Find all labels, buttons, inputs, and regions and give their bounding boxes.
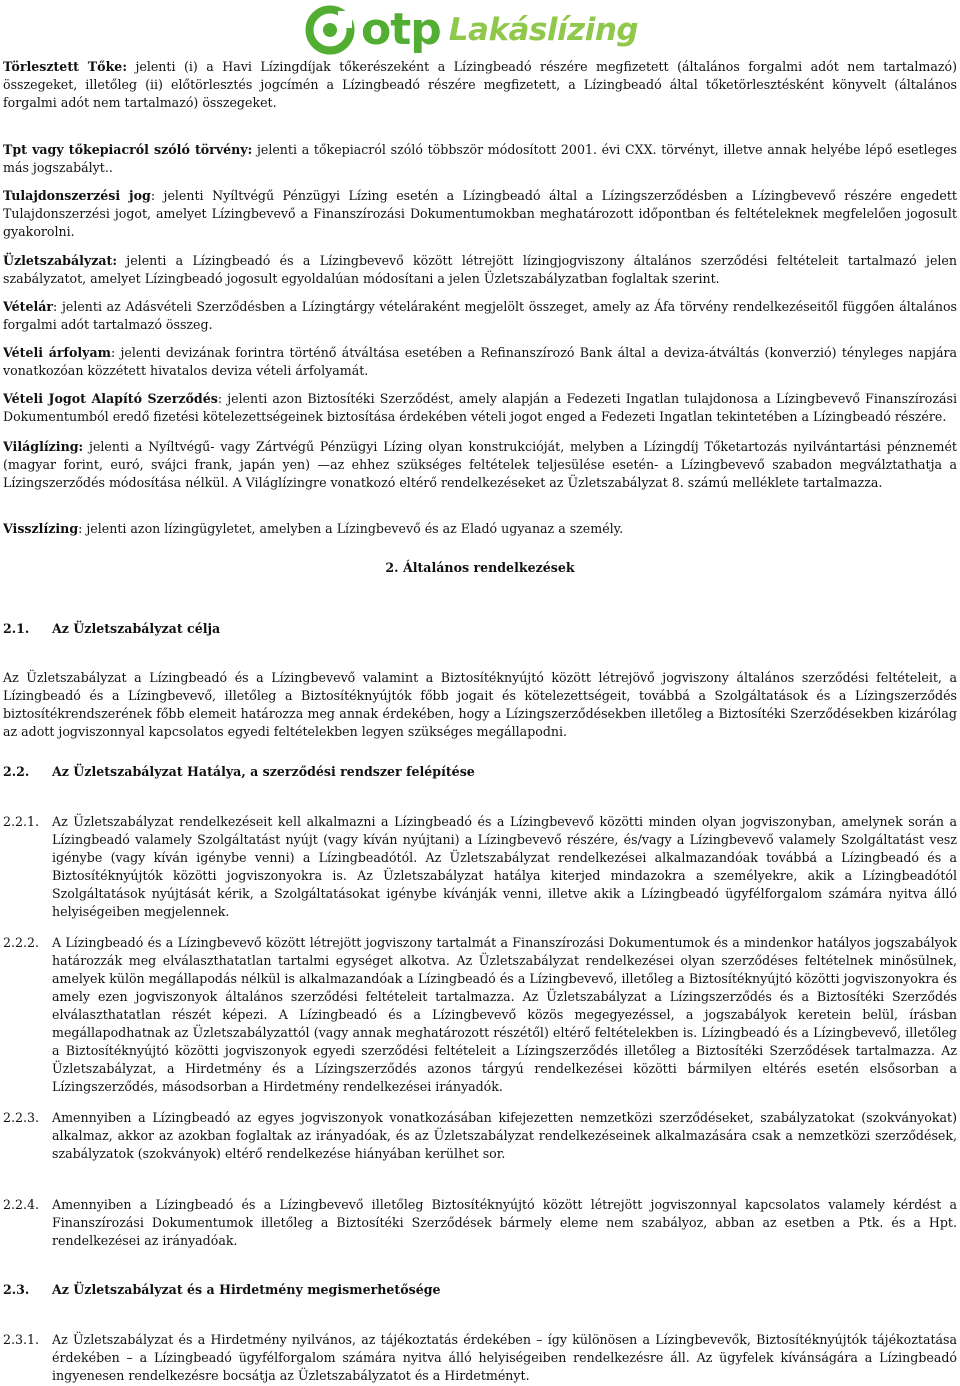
definition-text: jelenti a Nyíltvégű- vagy Zártvégű Pénzügyi Lízing olyan konstrukcióját, melyben a Lízingdíj Tőketartozás nyilvántartási pénznemét (magyar forint, euró, svájci frank, japán yen) —az ehhez szükséges feltételek teljesülése esetén- a Lízingbevevő szabadon megválztathatja a Lízingszerződés módosítása nélkül. A Világlízingre vonatkozó eltérő rendelkezéseket az Üzletszabályzat 8. számú melléklete tartalmazza.	[3, 439, 957, 490]
subsection-text: Amennyiben a Lízingbeadó és a Lízingbevevő illetőleg Biztosítéknyújtó között létrejött jogviszonnyal kapcsolatos valamely kérdést a Finanszírozási Dokumentumok illetőleg a Biztosítéki Szerződések bármely eleme nem szabályoz, abban az esetben a Ptk. és a Hpt. rendelkezései az irányadóak.	[52, 1197, 957, 1248]
definition-term: Világlízing:	[3, 439, 84, 454]
otp-lakaslizing-logo	[305, 0, 665, 60]
definition-term: Visszlízing	[3, 521, 79, 536]
definition-text: jelenti a Lízingbeadó és a Lízingbevevő között létrejött lízingjogviszony általános szerződési feltételeit tartalmazó jelen szabályzatot, amelyet Lízingbeadó jogosult egyoldalúan módosítani a jelen Üzletszabályzatban foglaltak szerint.	[3, 253, 957, 286]
section-heading-2-3	[3, 1281, 957, 1299]
section-title: Az Üzletszabályzat Hatálya, a szerződési rendszer felépítése	[52, 764, 475, 779]
definition-text: jelenti a tőkepiacról szóló többször módosított 2001. évi CXX. törvényt, illetve annak helyébe lépő esetleges más jogszabályt..	[3, 142, 957, 175]
subsection-text: Az Üzletszabályzat rendelkezéseit kell alkalmazni a Lízingbeadó és a Lízingbevevő közötti minden olyan jogviszonyban, amelynek során a Lízingbeadó valamely Szolgáltatást nyújt (vagy kíván nyújtani) a Lízingbevevő részére, és/vagy a Lízingbevevő valamely Szolgáltatást vesz igénybe (vagy kíván igénybe venni) a Lízingbeadótól. Az Üzletszabályzat rendelkezései alkalmazandóak továbbá a Lízingbeadó és a Biztosítéknyújtók közötti jogviszonyokra is. Az Üzletszabályzat hatálya kiterjed mindazokra a személyekre, akik a Lízingbeadótól Szolgáltatások nyújtását kérik, a Szolgáltatásokat igénybe kívánják venni, illetve akik a Lízingbeadó ügyfélforgalom számára nyitva álló helyiségeiben megjelennek.	[52, 814, 957, 919]
definition-term: Vételi árfolyam	[3, 345, 111, 360]
definition-text: : jelenti az Adásvételi Szerződésben a Lízingtárgy vételáraként megjelölt összeget, amely az Áfa törvény rendelkezéseitől függően általános forgalmi adót tartalmazó összeg.	[3, 299, 957, 332]
subsection-text: A Lízingbeadó és a Lízingbevevő között létrejött jogviszony tartalmát a Finanszírozási Dokumentumok és a mindenkor hatályos jogszabályok határozzák meg elválaszthatatlan tartalmi egységet alkotva. Az Üzletszabályzat rendelkezései olyan szerződéses feltételnek minősülnek, amelyek külön megállapodás nélkül is alkalmazandóak a Lízingbeadó és a Lízingbevevő, illetőleg a Biztosítéknyújtó közötti jogviszonyokra és amely ezen jogviszonyok általános szerződési feltételeit tartalmazza. Az Üzletszabályzat a Lízingszerződés és a Biztosítéki Szerződés elválaszthatatlan részét képezi. A Lízingbeadó és a Lízingbevevő közös megegyezéssel, a jogszabályok keretein belül, írásban megállapodhatnak az Üzletszabályzattól (vagy annak meghatározott részétől) eltérő feltételekben is. Lízingbeadó és a Lízingbevevő, illetőleg a Biztosítéknyújtó közötti jogviszonyok egyedi szerződési feltételeit a Lízingszerződés illetőleg a Biztosítéki Szerződések tartalmazza. Az Üzletszabályzat, a Hirdetmény és a Lízingszerződés azonos tárgyú rendelkezései közötti bármilyen eltérés esetén elsősorban a Lízingszerződés, másodsorban a Hirdetmény rendelkezései irányadók.	[52, 935, 957, 1094]
definition-veteli-arfolyam	[3, 344, 957, 380]
section-title: Az Üzletszabályzat és a Hirdetmény megismerhetősége	[52, 1282, 441, 1297]
definition-text: jelenti (i) a Havi Lízingdíjak tőkerészeként a Lízingbeadó részére megfizetett (általános forgalmi adót nem tartalmazó) összegeket, illetőleg (ii) előtörlesztés jogcímén a Lízingbeadó részére megfizetett, a Lízingbeadó által tőketörlesztésként könyvelt (általános forgalmi adót nem tartalmazó) összegeket.	[3, 59, 957, 110]
logo-product: Lakáslízing	[448, 11, 639, 48]
subsection-2-3-1	[3, 1331, 957, 1385]
definition-veteli-jogot-alapito-szerzodes	[3, 390, 957, 426]
subsection-2-2-1	[3, 813, 957, 921]
definition-uzletszabalyzat	[3, 252, 957, 288]
definition-term: Tpt vagy tőkepiacról szóló törvény:	[3, 142, 253, 157]
definition-term: Törlesztett Tőke:	[3, 59, 127, 74]
chapter-heading: 2. Általános rendelkezések	[385, 560, 575, 575]
paragraph-2-1: Az Üzletszabályzat a Lízingbeadó és a Lízingbevevő valamint a Biztosítéknyújtó között létrejövő jogviszony általános szerződési feltételeit, a Lízingbeadó és a Lízingbevevő, illetőleg a Biztosítéknyújtók főbb jogait és kötelezettségeit, továbbá a Szolgáltatások és a Lízingszerződés biztosítékrendszerének főbb elemeit határozza meg annak érdekében, hogy a Lízingszerződésekben illetőleg a Biztosítéki Szerződésekben kizárólag az adott jogviszonnyal kapcsolatos egyedi feltételekben legyen szükséges megállapodni.	[3, 670, 957, 739]
subsection-number: 2.2.3.	[3, 1110, 40, 1125]
section-heading-2-2	[3, 763, 957, 781]
definition-visszlizing	[3, 520, 957, 538]
definition-text: : jelenti devizának forintra történő átváltása esetében a Refinanszírozó Bank által a deviza-átváltás (konverzió) tényleges napjára vonatkozóan közzétett hivatalos deviza vételi árfolyamát.	[3, 345, 957, 378]
section-title: Az Üzletszabályzat célja	[52, 621, 221, 636]
definition-tortlesztett-toke	[3, 58, 957, 112]
definition-tulajdonszerzesi-jog	[3, 187, 957, 241]
otp-emblem-icon	[305, 5, 355, 55]
definition-vilaglizing	[3, 438, 957, 492]
definition-text: : jelenti azon Biztosítéki Szerződést, amely alapján a Fedezeti Ingatlan tulajdonosa a Lízingbevevő Finanszírozási Dokumentumból eredő fizetési kötelezettségeinek biztosítása érdekében vételi jogot enged a Fedezeti Ingatlan tekintetében a Lízingbeadó részére.	[3, 391, 957, 424]
section-heading-2-1	[3, 620, 957, 638]
subsection-number: 2.2.1.	[3, 814, 40, 829]
definition-term: Vételi Jogot Alapító Szerződés	[3, 391, 218, 406]
subsection-2-2-3	[3, 1109, 957, 1163]
subsection-number: 2.2.2.	[3, 935, 40, 950]
section-number: 2.1.	[3, 621, 30, 636]
subsection-number: 2.3.1.	[3, 1332, 40, 1347]
subsection-text: Az Üzletszabályzat és a Hirdetmény nyilvános, az tájékoztatás érdekében – így különösen a Lízingbevevők, Biztosítéknyújtók tájékoztatása érdekében – a Lízingbeadó ügyfélforgalom számára nyitva álló helyiségeiben rendelkezésre áll. Az ügyfelek kívánságára a Lízingbeadó ingyenesen rendelkezésre bocsátja az Üzletszabályzatot és a Hirdetményt.	[52, 1332, 957, 1383]
definition-text: : jelenti azon lízingügyletet, amelyben a Lízingbevevő és az Eladó ugyanaz a személy.	[78, 521, 624, 536]
definition-tpt	[3, 141, 957, 177]
definition-term: Tulajdonszerzési jog	[3, 188, 151, 203]
logo-brand: otp	[361, 4, 441, 55]
section-number: 2.3.	[3, 1282, 30, 1297]
subsection-text: Amennyiben a Lízingbeadó az egyes jogviszonyok vonatkozásában kifejezetten nemzetközi szerződéseket, szabályzatokat (szokványokat) alkalmaz, akkor az azokban foglaltak az irányadóak, és az Üzletszabályzat rendelkezéseinek alkalmazására csak a nemzetközi szerződések, szabályzatok (szokványok) eltérő rendelkezése hiányában kerülhet sor.	[52, 1110, 957, 1161]
subsection-2-2-2	[3, 934, 957, 1096]
section-number: 2.2.	[3, 764, 30, 779]
definition-vetelar	[3, 298, 957, 334]
definition-term: Üzletszabályzat:	[3, 253, 117, 268]
subsection-number: 2.2.4.	[3, 1197, 40, 1212]
subsection-2-2-4	[3, 1196, 957, 1250]
definition-term: Vételár	[3, 299, 54, 314]
definition-text: : jelenti Nyíltvégű Pénzügyi Lízing esetén a Lízingbeadó által a Lízingszerződésben a Lízingbevevő részére engedett Tulajdonszerzési jogot, amelyet Lízingbevevő a Finanszírozási Dokumentumokban meghatározott időpontban és feltételeknek megfelelően jogosult gyakorolni.	[3, 188, 957, 239]
